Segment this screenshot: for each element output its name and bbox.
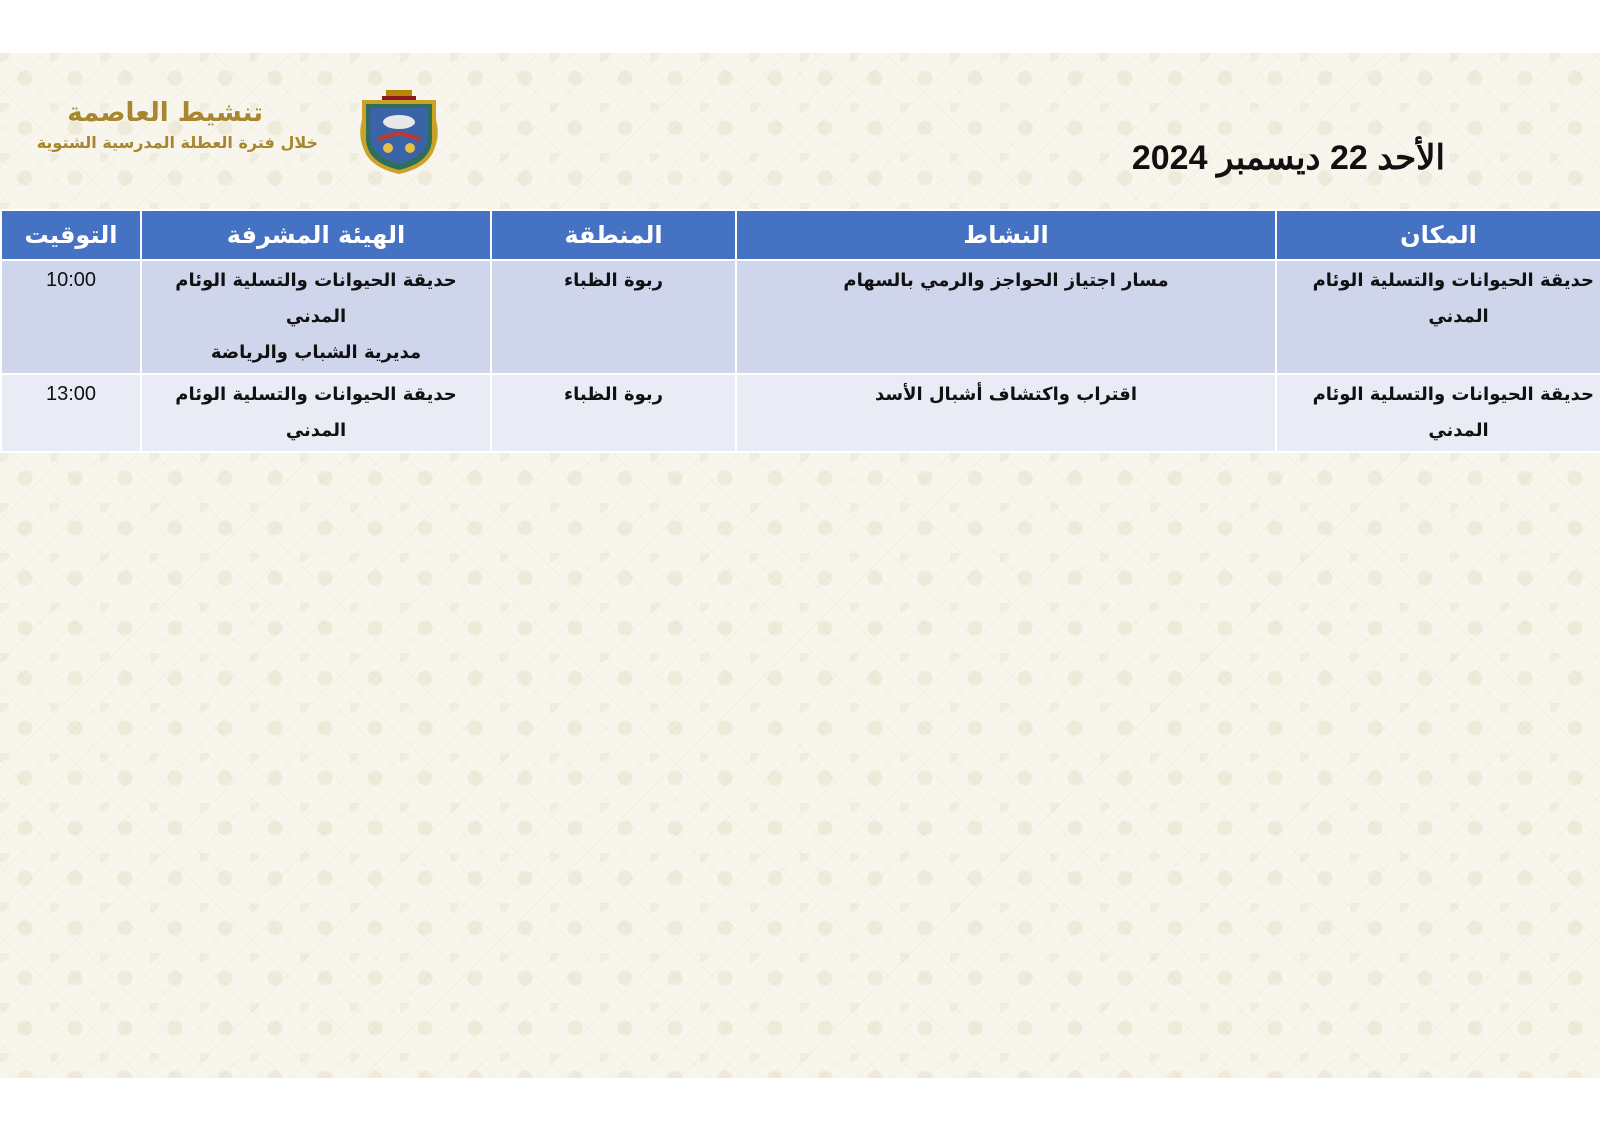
cell-activity-text: مسار اجتياز الحواجز والرمي بالسهام [843,270,1169,291]
city-coat-of-arms-icon [358,88,440,174]
cell-region-text: ربوة الظباء [563,270,664,291]
cell-organizer-line: حديقة الحيوانات والتسلية الوئام [175,384,457,405]
column-header-region: المنطقة [491,210,736,260]
column-header-activity: النشاط [736,210,1276,260]
slide-background [0,53,1600,1078]
brand-subtitle: خلال فترة العطلة المدرسية الشتوية [36,133,318,152]
cell-organizer [141,374,491,452]
cell-region [491,374,736,452]
cell-place-line: المدني [1428,420,1489,441]
page-title-date: الأحد 22 ديسمبر 2024 [1131,139,1445,177]
table-row [1,260,1600,374]
column-header-organizer: الهيئة المشرفة [141,210,491,260]
cell-place [1276,260,1600,374]
cell-organizer [141,260,491,374]
cell-place-line: حديقة الحيوانات والتسلية الوئام [1312,384,1594,405]
cell-activity-text: اقتراب واكتشاف أشبال الأسد [875,384,1137,405]
cell-region [491,260,736,374]
brand-title: تنشيط العاصمة [67,98,263,128]
brand-block [37,96,318,156]
schedule-table [0,209,1600,453]
cell-place-line: المدني [1428,306,1489,327]
column-header-time: التوقيت [1,210,141,260]
cell-organizer-line: حديقة الحيوانات والتسلية الوئام [175,270,457,291]
cell-place [1276,374,1600,452]
cell-time: 10:00 [1,260,141,374]
cell-organizer-line: المدني [285,306,347,327]
cell-region-text: ربوة الظباء [563,384,664,405]
table-row [1,374,1600,452]
cell-organizer-line: المدني [285,420,347,441]
cell-place-line: حديقة الحيوانات والتسلية الوئام [1312,270,1594,291]
cell-time: 13:00 [1,374,141,452]
cell-activity [736,374,1276,452]
cell-organizer-line: مديرية الشباب والرياضة [210,342,422,363]
table-header-row [1,210,1600,260]
cell-activity [736,260,1276,374]
column-header-place: المكان [1276,210,1600,260]
